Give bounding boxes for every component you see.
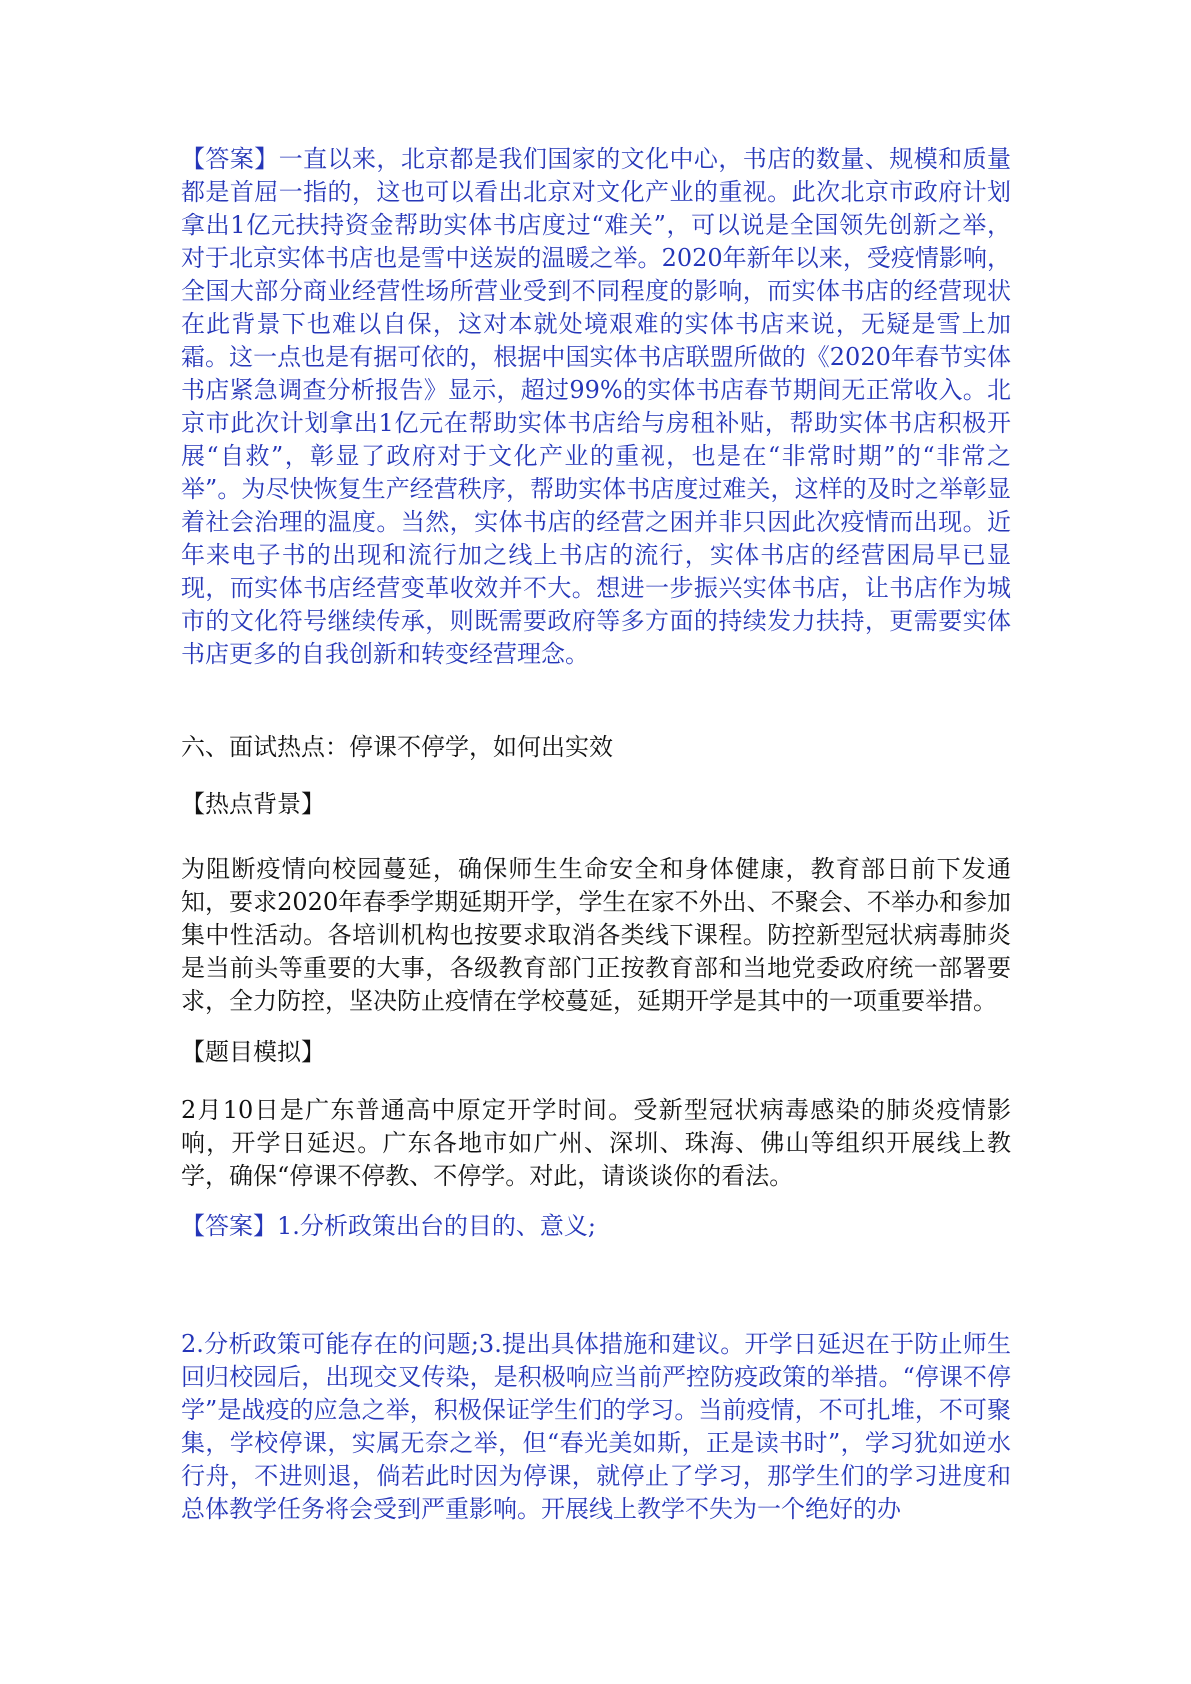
hotspot-background-label: 【热点背景】 <box>181 790 325 818</box>
answer-paragraph-online-teaching: 2.分析政策可能存在的问题;3.提出具体措施和建议。开学日延迟在于防止师生回归校园后，出现交叉传染，是积极响应当前严控防疫政策的举措。“停课不停学”是战疫的应急之举，积极保证学生们的学习。当前疫情，不可扎堆，不可聚集，学校停课，实属无奈之举，但“春光美如斯，正是读书时”，学习犹如逆水行舟，不进则退，倘若此时因为停课，就停止了学习，那学生们的学习进度和总体教学任务将会受到严重影响。开展线上教学不失为一个绝好的办 <box>181 1330 1011 1523</box>
hotspot-background-paragraph: 为阻断疫情向校园蔓延，确保师生生命安全和身体健康，教育部日前下发通知，要求2020年春季学期延期开学，学生在家不外出、不聚会、不举办和参加集中性活动。各培训机构也按要求取消各类线下课程。防控新型冠状病毒肺炎是当前头等重要的大事，各级教育部门正按教育部和当地党委政府统一部署要求，全力防控，坚决防止疫情在学校蔓延，延期开学是其中的一项重要举措。 <box>181 855 1011 1015</box>
question-simulation-label: 【题目模拟】 <box>181 1038 325 1066</box>
answer-heading-line: 【答案】1.分析政策出台的目的、意义; <box>181 1212 596 1240</box>
question-paragraph: 2月10日是广东普通高中原定开学时间。受新型冠状病毒感染的肺炎疫情影响，开学日延迟。广东各地市如广州、深圳、珠海、佛山等组织开展线上教学，确保“停课不停教、不停学。对此，请谈谈你的看法。 <box>181 1096 1011 1190</box>
section-heading-interview-hotspot: 六、面试热点：停课不停学，如何出实效 <box>181 733 613 761</box>
answer-paragraph-bookstores: 【答案】一直以来，北京都是我们国家的文化中心，书店的数量、规模和质量都是首屈一指的，这也可以看出北京对文化产业的重视。此次北京市政府计划拿出1亿元扶持资金帮助实体书店度过“难关”，可以说是全国领先创新之举，对于北京实体书店也是雪中送炭的温暖之举。2020年新年以来，受疫情影响，全国大部分商业经营性场所营业受到不同程度的影响，而实体书店的经营现状在此背景下也难以自保，这对本就处境艰难的实体书店来说，无疑是雪上加霜。这一点也是有据可依的，根据中国实体书店联盟所做的《2020年春节实体书店紧急调查分析报告》显示，超过99%的实体书店春节期间无正常收入。北京市此次计划拿出1亿元在帮助实体书店给与房租补贴，帮助实体书店积极开展“自救”，彰显了政府对于文化产业的重视，也是在“非常时期”的“非常之举”。为尽快恢复生产经营秩序，帮助实体书店度过难关，这样的及时之举彰显着社会治理的温度。当然，实体书店的经营之困并非只因此次疫情而出现。近年来电子书的出现和流行加之线上书店的流行，实体书店的经营困局早已显现，而实体书店经营变革收效并不大。想进一步振兴实体书店，让书店作为城市的文化符号继续传承，则既需要政府等多方面的持续发力扶持，更需要实体书店更多的自我创新和转变经营理念。 <box>181 145 1011 668</box>
